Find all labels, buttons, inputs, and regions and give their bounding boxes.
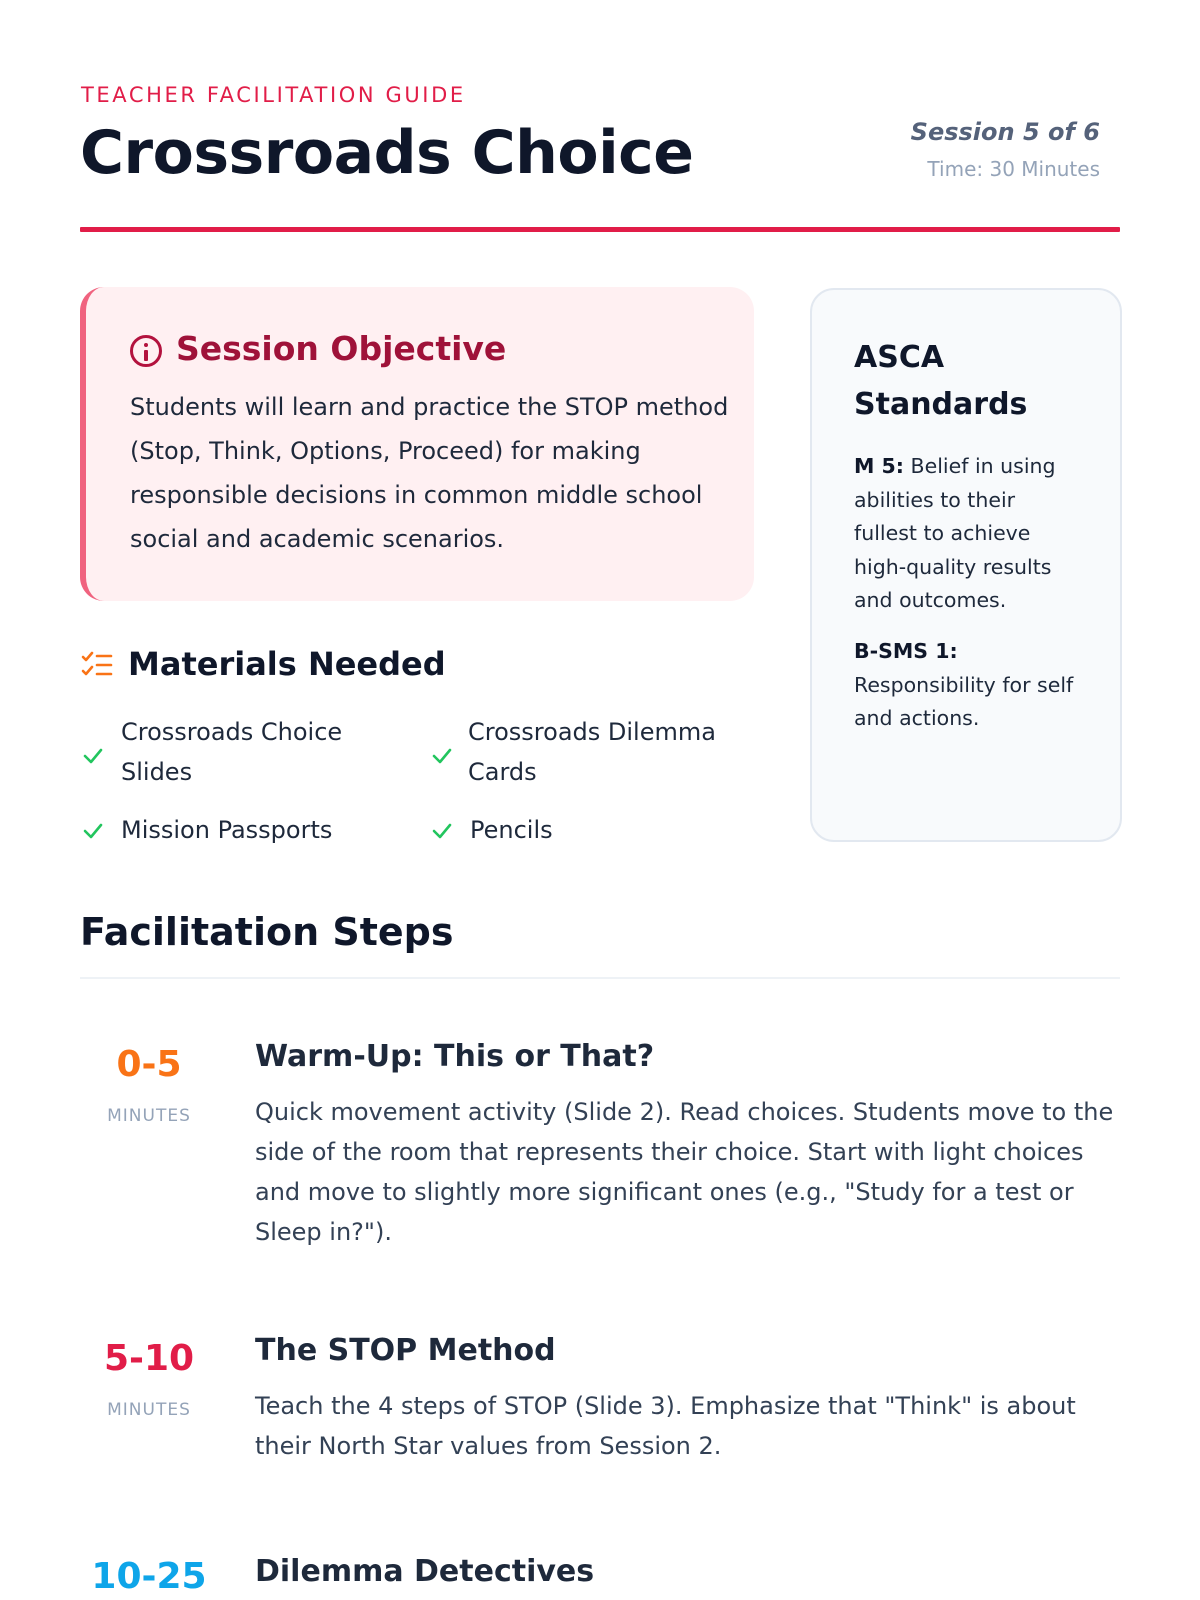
info-icon [130,335,162,367]
check-icon [82,745,104,767]
objective-card [80,287,754,601]
step-description: Teach the 4 steps of STOP (Slide 3). Emphasize that "Think" is about their North Star values from Session 2. [255,1392,1076,1460]
standard-code: M 5: [854,454,904,478]
page-title: Crossroads Choice [80,118,694,188]
material-item: Crossroads Choice Slides [121,718,343,786]
session-time: Time: 30 Minutes [927,157,1100,181]
check-icon [82,820,104,842]
step-description: Quick movement activity (Slide 2). Read choices. Students move to the side of the room that represents their choice. Start with light choices and move to slightly more significant ones (e.g., "Study for a test or Sleep in?"). [255,1098,1114,1246]
session-indicator: Session 5 of 6 [910,118,1100,146]
step-title: Warm-Up: This or That? [255,1039,655,1074]
step-time: 10-25 [91,1556,207,1597]
header-divider [80,227,1120,232]
check-icon [431,745,453,767]
checklist-icon [81,651,113,681]
step-time-unit: MINUTES [107,1106,191,1126]
material-item: Mission Passports [121,816,333,844]
step-time-unit: MINUTES [107,1400,191,1420]
asca-standard [854,450,1084,618]
standard-text: Belief in using abilities to their fullest to achieve high-quality results and outcomes. [854,454,1056,612]
asca-standard [854,635,1084,736]
guide-eyebrow: TEACHER FACILITATION GUIDE [81,83,466,107]
check-icon [431,820,453,842]
standard-text: Responsibility for self and actions. [854,672,1074,730]
step-time: 5-10 [103,1338,195,1379]
step-time: 0-5 [116,1044,182,1085]
steps-title: Facilitation Steps [80,910,454,954]
step-title: The STOP Method [255,1333,556,1368]
asca-title: ASCA Standards [854,340,1028,422]
steps-divider [80,977,1120,979]
asca-standards-card [810,288,1122,842]
material-item: Crossroads Dilemma Cards [468,718,716,786]
objective-text: Students will learn and practice the STOP method (Stop, Think, Options, Proceed) for making responsible decisions in common middle school social and academic scenarios. [130,393,729,553]
step-title: Dilemma Detectives [255,1554,595,1589]
material-item: Pencils [470,816,553,844]
standard-code: B-SMS 1: [854,639,958,663]
objective-title: Session Objective [176,329,507,368]
materials-title: Materials Needed [128,645,446,683]
